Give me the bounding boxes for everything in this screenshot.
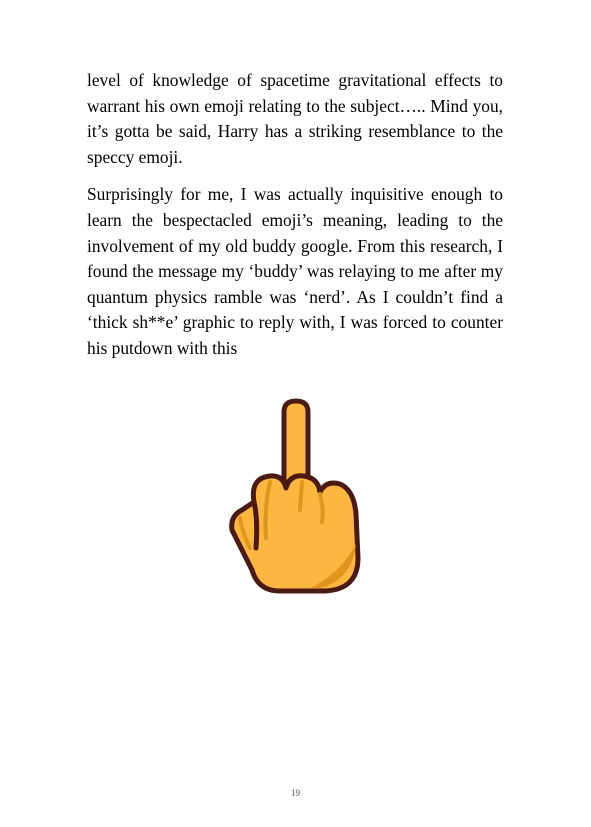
middle-finger-emoji-icon: [228, 398, 364, 596]
paragraph-2: Surprisingly for me, I was actually inquisitive enough to learn the bespectacled emoji’s meaning, leading to the involvement of my old buddy google. From this research, I found the message my ‘buddy’ was relaying to me after my quantum physics ramble was ‘nerd’. As I couldn’t find a ‘thick sh**e’ graphic to reply with, I was forced to counter his putdown with this: [87, 184, 503, 358]
page-number: 19: [291, 788, 300, 798]
page-body: [87, 68, 503, 362]
emoji-finger: [284, 401, 308, 482]
paragraph-1: level of knowledge of spacetime gravitational effects to warrant his own emoji relating to the subject….. Mind you, it’s gotta be said, Harry has a striking resemblance to the speccy emoji.: [87, 70, 503, 167]
